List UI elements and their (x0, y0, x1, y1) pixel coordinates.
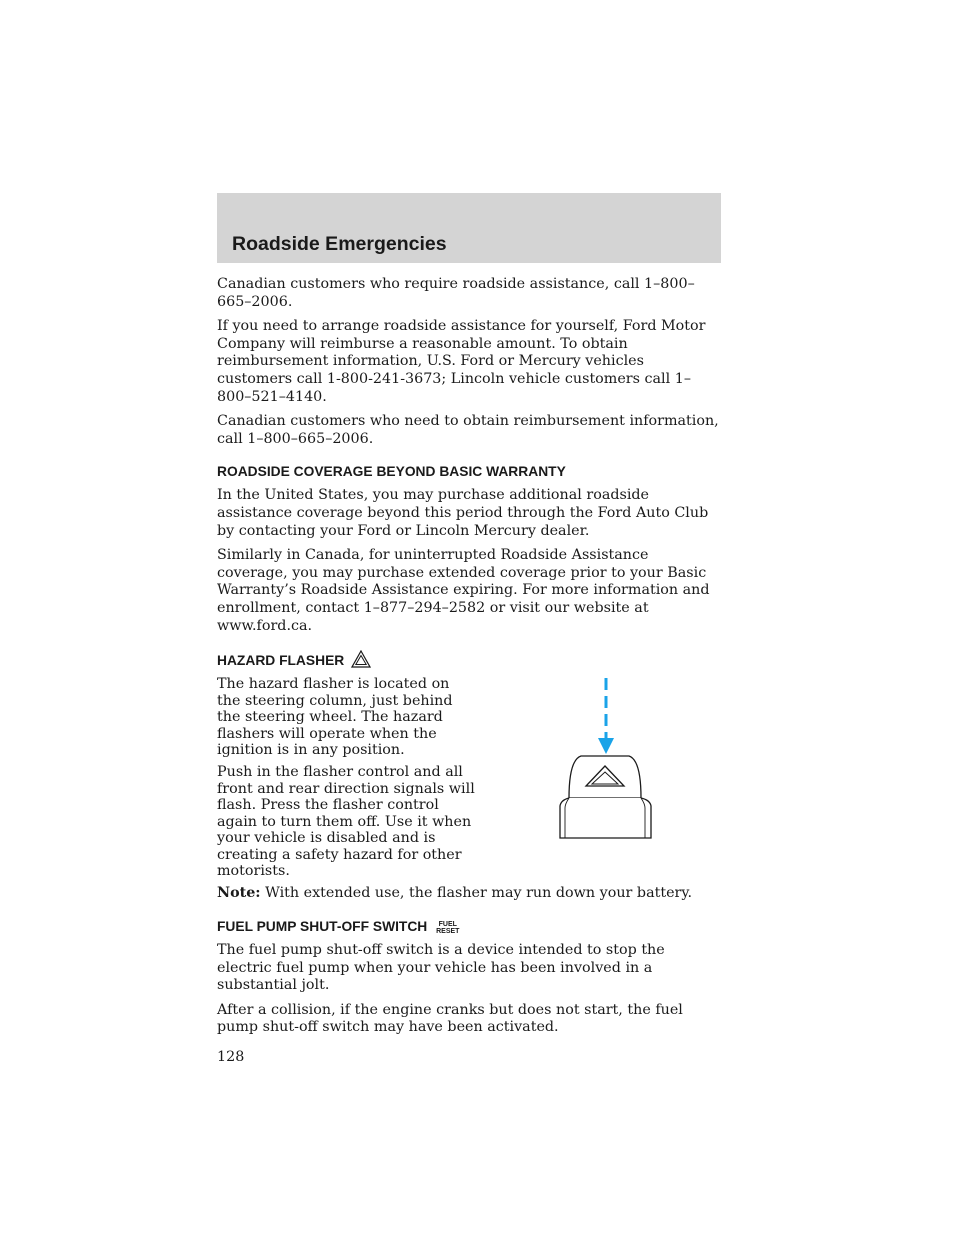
fuel-icon-line-2: RESET (436, 928, 460, 936)
intro-paragraph-3: Canadian customers who need to obtain reimbursement information, call 1–800–665–2006. (217, 412, 719, 447)
coverage-paragraph-2: Similarly in Canada, for uninterrupted Roadside Assistance coverage, you may purchase extended coverage prior to your Basic Warranty’s Roadside Assistance expiring. For more information and enrollment, contact 1–877–294–2582 or visit our website at www.ford.ca. (217, 546, 710, 634)
fuel-heading-text: FUEL PUMP SHUT-OFF SWITCH (217, 919, 428, 935)
hazard-triangle-icon (351, 650, 371, 668)
flasher-control-button (560, 756, 651, 838)
fuel-paragraph-2: After a collision, if the engine cranks but does not start, the fuel pump shut-off switch may have been activated. (217, 1001, 683, 1036)
intro-paragraph-1: Canadian customers who require roadside assistance, call 1–800–665–2006. (217, 276, 695, 310)
intro-paragraph-2: If you need to arrange roadside assistance for yourself, Ford Motor Company will reimburse a reasonable amount. To obtain reimbursement information, U.S. Ford or Mercury vehicles customers call 1-800-241-3673; Lincoln vehicle customers call 1–800–521–4140. (217, 317, 706, 405)
fuel-heading (217, 918, 723, 936)
note-label: Note: (217, 885, 261, 902)
hazard-flasher-illustration (555, 676, 655, 866)
page-title: Roadside Emergencies (232, 233, 447, 255)
hazard-section (217, 676, 723, 879)
coverage-paragraph-1: In the United States, you may purchase additional roadside assistance coverage beyond this period through the Ford Auto Club by contacting your Ford or Lincoln Mercury dealer. (217, 487, 709, 539)
fuel-reset-icon (436, 921, 459, 936)
hazard-paragraph-1: The hazard flasher is located on the steering column, just behind the steering wheel. The hazard flashers will operate when the ignition is in any position. (217, 676, 453, 759)
hazard-heading (217, 650, 723, 670)
hazard-heading-text: HAZARD FLASHER (217, 653, 345, 669)
page-content (217, 276, 723, 1067)
hazard-paragraph-2: Push in the flasher control and all front and rear direction signals will flash. Press the flasher control again to turn them off. Use it when your vehicle is disabled and is creating a safety hazard for other motorists. (217, 764, 475, 879)
fuel-icon-line-1: FUEL (438, 920, 457, 928)
coverage-heading: ROADSIDE COVERAGE BEYOND BASIC WARRANTY (217, 464, 566, 480)
section-header-bar (217, 193, 721, 263)
press-arrow (598, 678, 614, 754)
hazard-note (217, 885, 723, 903)
note-text: With extended use, the flasher may run down your battery. (260, 885, 693, 902)
page-number: 128 (217, 1049, 245, 1066)
fuel-paragraph-1: The fuel pump shut-off switch is a device intended to stop the electric fuel pump when your vehicle has been involved in a substantial jolt. (217, 942, 665, 994)
